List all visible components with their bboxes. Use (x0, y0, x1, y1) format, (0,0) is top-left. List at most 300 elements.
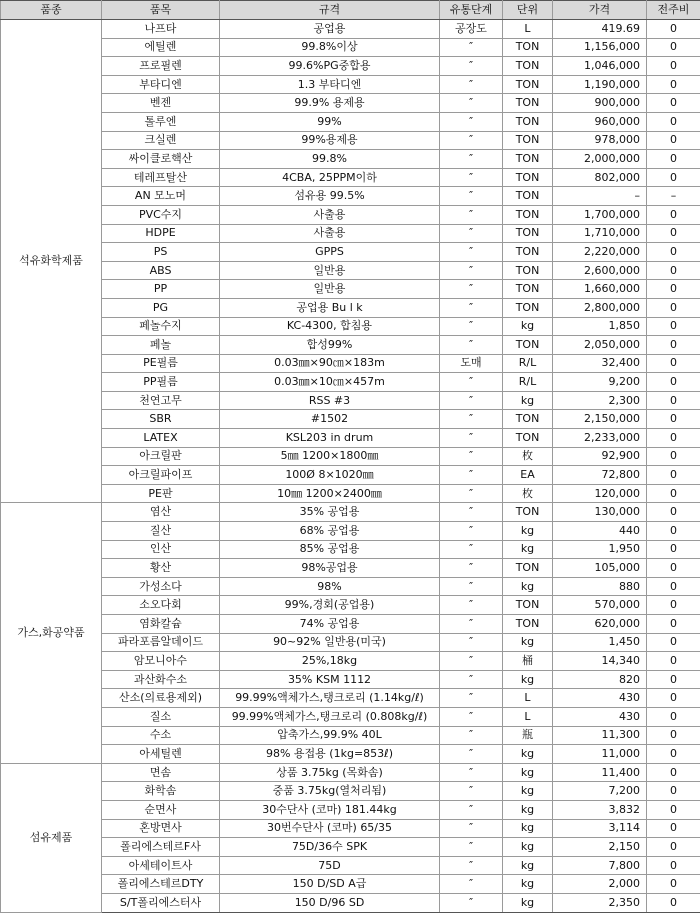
stage-cell: ″ (440, 633, 503, 652)
table-row (1, 670, 700, 689)
spec-cell: 99%,경회(공업용) (220, 596, 440, 615)
spec-cell: 30수단사 (코마) 181.44kg (220, 800, 440, 819)
spec-cell: 1.3 부타디엔 (220, 75, 440, 94)
prev-ratio-cell: 0 (647, 373, 700, 392)
stage-cell: ″ (440, 336, 503, 355)
price-cell: 11,400 (553, 763, 647, 782)
product-cell: 에틸렌 (102, 38, 220, 57)
prev-ratio-cell: 0 (647, 745, 700, 764)
unit-cell: TON (503, 503, 553, 522)
table-row (1, 410, 700, 429)
unit-cell: kg (503, 782, 553, 801)
prev-ratio-cell: 0 (647, 57, 700, 76)
unit-cell: L (503, 20, 553, 39)
prev-ratio-cell: 0 (647, 522, 700, 541)
prev-ratio-cell: 0 (647, 410, 700, 429)
spec-cell: 100Ø 8×1020㎜ (220, 466, 440, 485)
spec-cell: 150 D/96 SD (220, 893, 440, 912)
stage-cell: ″ (440, 893, 503, 912)
unit-cell: kg (503, 838, 553, 857)
unit-cell: TON (503, 38, 553, 57)
price-cell: 1,950 (553, 540, 647, 559)
spec-cell: 35% KSM 1112 (220, 670, 440, 689)
prev-ratio-cell: 0 (647, 838, 700, 857)
stage-cell: 도매 (440, 354, 503, 373)
header-category: 품종 (1, 1, 102, 20)
spec-cell: 0.03㎜×90㎝×183m (220, 354, 440, 373)
prev-ratio-cell: 0 (647, 763, 700, 782)
table-row (1, 354, 700, 373)
table-row (1, 57, 700, 76)
stage-cell: ″ (440, 596, 503, 615)
table-row (1, 540, 700, 559)
table-row (1, 336, 700, 355)
spec-cell: 35% 공업용 (220, 503, 440, 522)
price-cell: 3,114 (553, 819, 647, 838)
spec-cell: 합성99% (220, 336, 440, 355)
product-cell: 화학솜 (102, 782, 220, 801)
unit-cell: TON (503, 131, 553, 150)
unit-cell: 桶 (503, 652, 553, 671)
product-cell: 수소 (102, 726, 220, 745)
price-cell: 130,000 (553, 503, 647, 522)
price-cell: 3,832 (553, 800, 647, 819)
stage-cell: ″ (440, 112, 503, 131)
unit-cell: kg (503, 893, 553, 912)
price-cell: 419.69 (553, 20, 647, 39)
unit-cell: TON (503, 336, 553, 355)
prev-ratio-cell: 0 (647, 391, 700, 410)
product-cell: PS (102, 243, 220, 262)
stage-cell: ″ (440, 838, 503, 857)
prev-ratio-cell: 0 (647, 298, 700, 317)
product-cell: 페놀 (102, 336, 220, 355)
spec-cell: GPPS (220, 243, 440, 262)
unit-cell: kg (503, 522, 553, 541)
spec-cell: 99.99%액체가스,탱크로리 (0.808kg/ℓ) (220, 707, 440, 726)
prev-ratio-cell: 0 (647, 633, 700, 652)
price-cell: 960,000 (553, 112, 647, 131)
product-cell: PE판 (102, 484, 220, 503)
prev-ratio-cell: 0 (647, 577, 700, 596)
price-cell: 11,300 (553, 726, 647, 745)
spec-cell: 상품 3.75kg (목화솜) (220, 763, 440, 782)
spec-cell: 85% 공업용 (220, 540, 440, 559)
price-cell: 1,850 (553, 317, 647, 336)
stage-cell: ″ (440, 150, 503, 169)
stage-cell: ″ (440, 484, 503, 503)
prev-ratio-cell: 0 (647, 856, 700, 875)
table-row (1, 484, 700, 503)
prev-ratio-cell: 0 (647, 112, 700, 131)
product-cell: 아세테이트사 (102, 856, 220, 875)
table-row (1, 243, 700, 262)
unit-cell: TON (503, 150, 553, 169)
table-row (1, 466, 700, 485)
product-cell: 아크릴파이프 (102, 466, 220, 485)
price-cell: 105,000 (553, 559, 647, 578)
table-row (1, 224, 700, 243)
price-cell: 2,350 (553, 893, 647, 912)
product-cell: 황산 (102, 559, 220, 578)
spec-cell: 98% 용접용 (1kg=853ℓ) (220, 745, 440, 764)
prev-ratio-cell: 0 (647, 596, 700, 615)
table-row (1, 261, 700, 280)
prev-ratio-cell: 0 (647, 615, 700, 634)
prev-ratio-cell: – (647, 187, 700, 206)
unit-cell: kg (503, 856, 553, 875)
product-cell: 면솜 (102, 763, 220, 782)
table-row (1, 205, 700, 224)
prev-ratio-cell: 0 (647, 707, 700, 726)
prev-ratio-cell: 0 (647, 800, 700, 819)
stage-cell: ″ (440, 559, 503, 578)
price-cell: 570,000 (553, 596, 647, 615)
spec-cell: 30번수단사 (코마) 65/35 (220, 819, 440, 838)
spec-cell: 99.6%PG중합용 (220, 57, 440, 76)
price-cell: 9,200 (553, 373, 647, 392)
product-cell: 아크릴판 (102, 447, 220, 466)
prev-ratio-cell: 0 (647, 689, 700, 708)
price-cell: 2,300 (553, 391, 647, 410)
table-row (1, 94, 700, 113)
product-cell: 천연고무 (102, 391, 220, 410)
table-row (1, 38, 700, 57)
table-row (1, 131, 700, 150)
table-row (1, 187, 700, 206)
prev-ratio-cell: 0 (647, 75, 700, 94)
product-cell: 염산 (102, 503, 220, 522)
table-row (1, 726, 700, 745)
spec-cell: 섬유용 99.5% (220, 187, 440, 206)
prev-ratio-cell: 0 (647, 559, 700, 578)
unit-cell: kg (503, 540, 553, 559)
table-row (1, 373, 700, 392)
spec-cell: 75D (220, 856, 440, 875)
prev-ratio-cell: 0 (647, 131, 700, 150)
price-cell: 2,220,000 (553, 243, 647, 262)
table-row (1, 150, 700, 169)
prev-ratio-cell: 0 (647, 670, 700, 689)
price-cell: 2,050,000 (553, 336, 647, 355)
prev-ratio-cell: 0 (647, 875, 700, 894)
spec-cell: 4CBA, 25PPM이하 (220, 168, 440, 187)
product-cell: 벤젠 (102, 94, 220, 113)
table-row (1, 447, 700, 466)
prev-ratio-cell: 0 (647, 168, 700, 187)
stage-cell: ″ (440, 503, 503, 522)
stage-cell: ″ (440, 800, 503, 819)
header-row (1, 1, 700, 20)
unit-cell: 瓶 (503, 726, 553, 745)
product-cell: 프로필렌 (102, 57, 220, 76)
header-spec: 규격 (220, 1, 440, 20)
unit-cell: L (503, 707, 553, 726)
stage-cell: ″ (440, 57, 503, 76)
spec-cell: 사출용 (220, 224, 440, 243)
price-cell: 2,600,000 (553, 261, 647, 280)
table-row (1, 391, 700, 410)
table-row (1, 689, 700, 708)
price-cell: 820 (553, 670, 647, 689)
stage-cell: ″ (440, 763, 503, 782)
stage-cell: ″ (440, 652, 503, 671)
product-cell: 순면사 (102, 800, 220, 819)
prev-ratio-cell: 0 (647, 447, 700, 466)
spec-cell: 99.9% 용제용 (220, 94, 440, 113)
price-cell: 14,340 (553, 652, 647, 671)
product-cell: 페놀수지 (102, 317, 220, 336)
table-row (1, 707, 700, 726)
product-cell: PVC수지 (102, 205, 220, 224)
product-cell: 크실렌 (102, 131, 220, 150)
prev-ratio-cell: 0 (647, 429, 700, 448)
header-product: 품목 (102, 1, 220, 20)
table-row (1, 782, 700, 801)
product-cell: 나프타 (102, 20, 220, 39)
price-cell: 72,800 (553, 466, 647, 485)
stage-cell: ″ (440, 38, 503, 57)
product-cell: 톨루엔 (102, 112, 220, 131)
spec-cell: KC-4300, 합침용 (220, 317, 440, 336)
product-cell: PP필름 (102, 373, 220, 392)
price-cell: 1,046,000 (553, 57, 647, 76)
product-cell: 산소(의료용제외) (102, 689, 220, 708)
unit-cell: kg (503, 800, 553, 819)
product-cell: 아세틸렌 (102, 745, 220, 764)
unit-cell: L (503, 689, 553, 708)
product-cell: 테레프탈산 (102, 168, 220, 187)
prev-ratio-cell: 0 (647, 38, 700, 57)
unit-cell: TON (503, 168, 553, 187)
stage-cell: ″ (440, 410, 503, 429)
table-row (1, 429, 700, 448)
prev-ratio-cell: 0 (647, 261, 700, 280)
stage-cell: ″ (440, 280, 503, 299)
stage-cell: ″ (440, 447, 503, 466)
prev-ratio-cell: 0 (647, 280, 700, 299)
table-row (1, 875, 700, 894)
unit-cell: kg (503, 317, 553, 336)
spec-cell: 68% 공업용 (220, 522, 440, 541)
spec-cell: 공업용 (220, 20, 440, 39)
unit-cell: TON (503, 298, 553, 317)
table-row (1, 838, 700, 857)
product-cell: PP (102, 280, 220, 299)
stage-cell: ″ (440, 707, 503, 726)
unit-cell: TON (503, 187, 553, 206)
stage-cell: 공장도 (440, 20, 503, 39)
category-cell: 섬유제품 (1, 763, 102, 912)
stage-cell: ″ (440, 75, 503, 94)
prev-ratio-cell: 0 (647, 354, 700, 373)
price-cell: 1,450 (553, 633, 647, 652)
unit-cell: R/L (503, 373, 553, 392)
prev-ratio-cell: 0 (647, 243, 700, 262)
spec-cell: RSS #3 (220, 391, 440, 410)
unit-cell: kg (503, 670, 553, 689)
table-row (1, 522, 700, 541)
price-cell: 900,000 (553, 94, 647, 113)
header-unit: 단위 (503, 1, 553, 20)
unit-cell: TON (503, 429, 553, 448)
table-row (1, 317, 700, 336)
spec-cell: 일반용 (220, 280, 440, 299)
unit-cell: TON (503, 205, 553, 224)
stage-cell: ″ (440, 224, 503, 243)
price-cell: 2,233,000 (553, 429, 647, 448)
unit-cell: TON (503, 261, 553, 280)
table-row (1, 280, 700, 299)
product-cell: SBR (102, 410, 220, 429)
prev-ratio-cell: 0 (647, 94, 700, 113)
price-cell: 620,000 (553, 615, 647, 634)
spec-cell: 0.03㎜×10㎝×457m (220, 373, 440, 392)
spec-cell: 98% (220, 577, 440, 596)
spec-cell: 압축가스,99.9% 40L (220, 726, 440, 745)
price-cell: 92,900 (553, 447, 647, 466)
unit-cell: kg (503, 577, 553, 596)
price-cell: 1,190,000 (553, 75, 647, 94)
prev-ratio-cell: 0 (647, 782, 700, 801)
stage-cell: ″ (440, 540, 503, 559)
product-cell: PE필름 (102, 354, 220, 373)
unit-cell: TON (503, 410, 553, 429)
prev-ratio-cell: 0 (647, 20, 700, 39)
unit-cell: EA (503, 466, 553, 485)
product-cell: 질소 (102, 707, 220, 726)
unit-cell: TON (503, 243, 553, 262)
product-cell: 염화칼슘 (102, 615, 220, 634)
table-row (1, 763, 700, 782)
stage-cell: ″ (440, 875, 503, 894)
table-row (1, 112, 700, 131)
spec-cell: 74% 공업용 (220, 615, 440, 634)
spec-cell: 일반용 (220, 261, 440, 280)
stage-cell: ″ (440, 391, 503, 410)
stage-cell: ″ (440, 670, 503, 689)
unit-cell: TON (503, 57, 553, 76)
price-cell: 7,200 (553, 782, 647, 801)
stage-cell: ″ (440, 819, 503, 838)
price-cell: 802,000 (553, 168, 647, 187)
prev-ratio-cell: 0 (647, 893, 700, 912)
unit-cell: TON (503, 615, 553, 634)
product-cell: AN 모노머 (102, 187, 220, 206)
price-cell: 1,156,000 (553, 38, 647, 57)
table-row (1, 800, 700, 819)
product-cell: 암모니아수 (102, 652, 220, 671)
product-cell: 파라포름알데이드 (102, 633, 220, 652)
header-price: 가격 (553, 1, 647, 20)
spec-cell: 5㎜ 1200×1800㎜ (220, 447, 440, 466)
price-cell: 880 (553, 577, 647, 596)
spec-cell: #1502 (220, 410, 440, 429)
stage-cell: ″ (440, 373, 503, 392)
unit-cell: TON (503, 596, 553, 615)
spec-cell: 90~92% 일반용(미국) (220, 633, 440, 652)
table-row (1, 75, 700, 94)
price-cell: 1,660,000 (553, 280, 647, 299)
product-cell: 부타디엔 (102, 75, 220, 94)
price-cell: 11,000 (553, 745, 647, 764)
price-cell: 2,800,000 (553, 298, 647, 317)
spec-cell: 98%공업용 (220, 559, 440, 578)
unit-cell: kg (503, 875, 553, 894)
price-cell: 1,700,000 (553, 205, 647, 224)
stage-cell: ″ (440, 187, 503, 206)
stage-cell: ″ (440, 317, 503, 336)
table-row (1, 893, 700, 912)
spec-cell: 75D/36수 SPK (220, 838, 440, 857)
product-cell: S/T폴리에스터사 (102, 893, 220, 912)
table-row (1, 596, 700, 615)
prev-ratio-cell: 0 (647, 317, 700, 336)
table-body (1, 20, 700, 913)
table-row (1, 633, 700, 652)
header-prev-ratio: 전주비 (647, 1, 700, 20)
spec-cell: 공업용 Bu l k (220, 298, 440, 317)
product-cell: HDPE (102, 224, 220, 243)
unit-cell: kg (503, 391, 553, 410)
spec-cell: 99%용제용 (220, 131, 440, 150)
stage-cell: ″ (440, 131, 503, 150)
prev-ratio-cell: 0 (647, 466, 700, 485)
price-cell: 2,000 (553, 875, 647, 894)
prev-ratio-cell: 0 (647, 336, 700, 355)
stage-cell: ″ (440, 429, 503, 448)
product-cell: 과산화수소 (102, 670, 220, 689)
unit-cell: TON (503, 280, 553, 299)
spec-cell: 99.8%이상 (220, 38, 440, 57)
spec-cell: 150 D/SD A급 (220, 875, 440, 894)
stage-cell: ″ (440, 689, 503, 708)
table-row (1, 559, 700, 578)
spec-cell: 99% (220, 112, 440, 131)
unit-cell: TON (503, 224, 553, 243)
product-cell: ABS (102, 261, 220, 280)
price-cell: 978,000 (553, 131, 647, 150)
prev-ratio-cell: 0 (647, 819, 700, 838)
product-cell: 질산 (102, 522, 220, 541)
unit-cell: kg (503, 633, 553, 652)
product-cell: LATEX (102, 429, 220, 448)
category-cell: 석유화학제품 (1, 20, 102, 503)
price-cell: 440 (553, 522, 647, 541)
table-row (1, 856, 700, 875)
prev-ratio-cell: 0 (647, 652, 700, 671)
price-cell: 430 (553, 707, 647, 726)
prev-ratio-cell: 0 (647, 540, 700, 559)
table-row (1, 298, 700, 317)
product-cell: 싸이클로핵산 (102, 150, 220, 169)
spec-cell: 99.99%액체가스,탱크로리 (1.14kg/ℓ) (220, 689, 440, 708)
product-cell: 혼방면사 (102, 819, 220, 838)
spec-cell: 사출용 (220, 205, 440, 224)
stage-cell: ″ (440, 466, 503, 485)
price-cell: – (553, 187, 647, 206)
product-cell: 인산 (102, 540, 220, 559)
stage-cell: ″ (440, 205, 503, 224)
table-row (1, 577, 700, 596)
table-row (1, 819, 700, 838)
unit-cell: TON (503, 559, 553, 578)
product-cell: 가성소다 (102, 577, 220, 596)
stage-cell: ″ (440, 577, 503, 596)
unit-cell: TON (503, 94, 553, 113)
table-row (1, 20, 700, 39)
prev-ratio-cell: 0 (647, 224, 700, 243)
